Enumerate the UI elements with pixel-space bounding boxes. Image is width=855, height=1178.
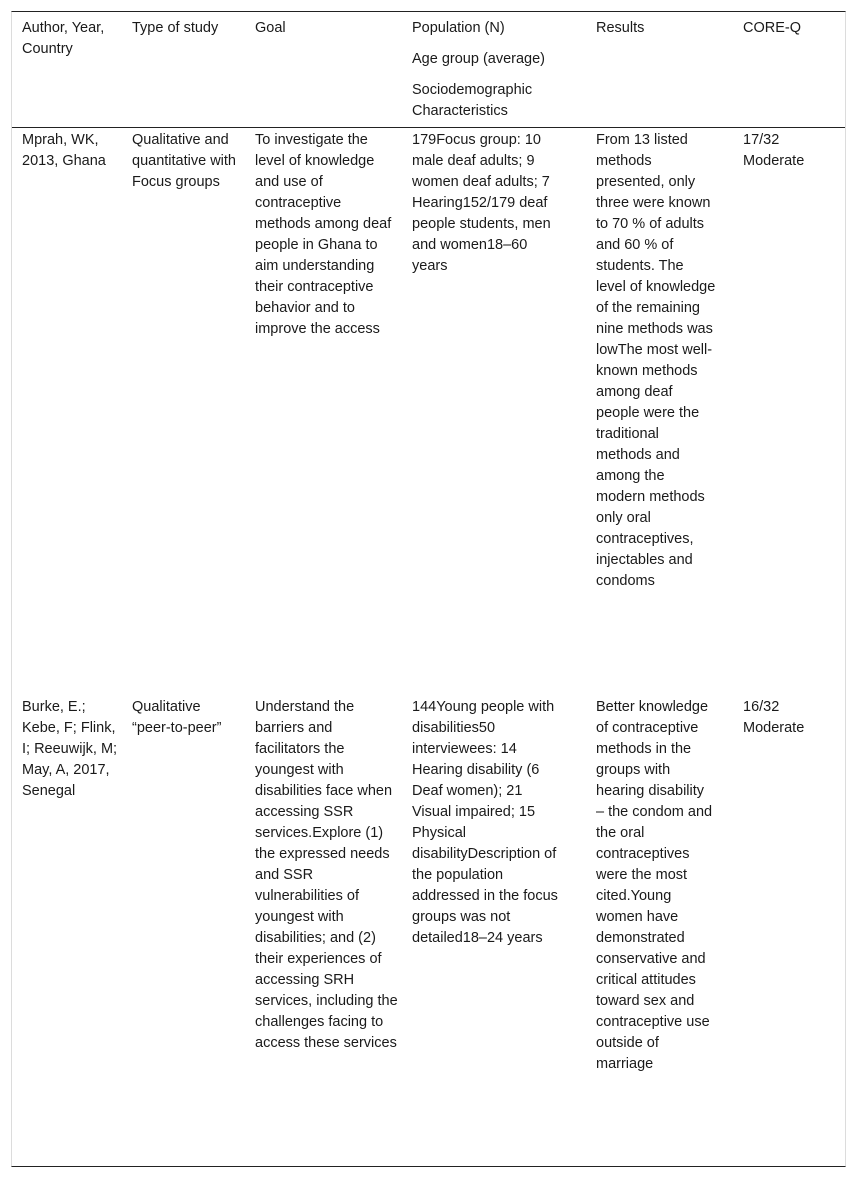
studies-table	[11, 11, 846, 1167]
header-type-of-study: Type of study	[132, 20, 219, 36]
table-row	[12, 128, 845, 696]
cell-results: Better knowledge of contraceptive methods in the groups with hearing disability – the condom and the oral contraceptives were the most cited.Young women have demonstrated conservative and critical attitudes toward sex and contraceptive use outside of marriage	[596, 699, 713, 1072]
header-results: Results	[596, 20, 645, 36]
table-row	[12, 696, 845, 1166]
cell-population: 144Young people with disabilities50 interviewees: 14 Hearing disability (6 Deaf women); 21 Visual impaired; 15 Physical disabilityDescription of the population addressed in the focus groups was not detailed18–24 years	[412, 699, 558, 946]
cell-coreq: 16/32 Moderate	[743, 699, 805, 736]
header-coreq: CORE-Q	[743, 20, 801, 36]
header-age-group: Age group (average)	[412, 51, 545, 67]
header-goal: Goal	[255, 20, 286, 36]
cell-author: Mprah, WK, 2013, Ghana	[22, 132, 106, 169]
cell-coreq: 17/32 Moderate	[743, 132, 805, 169]
header-population	[412, 18, 562, 132]
table-header-row	[12, 12, 845, 128]
cell-type-of-study: Qualitative “peer-to-peer”	[132, 699, 222, 736]
cell-goal: To investigate the level of knowledge and use of contraceptive methods among deaf people in Ghana to aim understanding their contraceptive behavior and to improve the access	[255, 132, 392, 337]
cell-author: Burke, E.; Kebe, F; Flink, I; Reeuwijk, M; May, A, 2017, Senegal	[22, 699, 118, 799]
cell-results: From 13 listed methods presented, only three were known to 70 % of adults and 60 % of students. The level of knowledge of the remaining nine methods was lowThe most well-known methods among deaf people were the traditional methods and among the modern methods only oral contraceptives, injectables and condoms	[596, 132, 716, 589]
header-sociodemographic: Sociodemographic Characteristics	[412, 82, 533, 119]
cell-goal: Understand the barriers and facilitators the youngest with disabilities face when accessing SSR services.Explore (1) the expressed needs and SSR vulnerabilities of youngest with disabilities; and (2) their experiences of accessing SRH services, including the challenges facing to access these services	[255, 699, 398, 1051]
header-population-n: Population (N)	[412, 20, 505, 36]
header-author: Author, Year, Country	[22, 20, 105, 57]
cell-type-of-study: Qualitative and quantitative with Focus groups	[132, 132, 236, 190]
cell-population: 179Focus group: 10 male deaf adults; 9 women deaf adults; 7 Hearing152/179 deaf people students, men and women18–60 years	[412, 132, 551, 274]
